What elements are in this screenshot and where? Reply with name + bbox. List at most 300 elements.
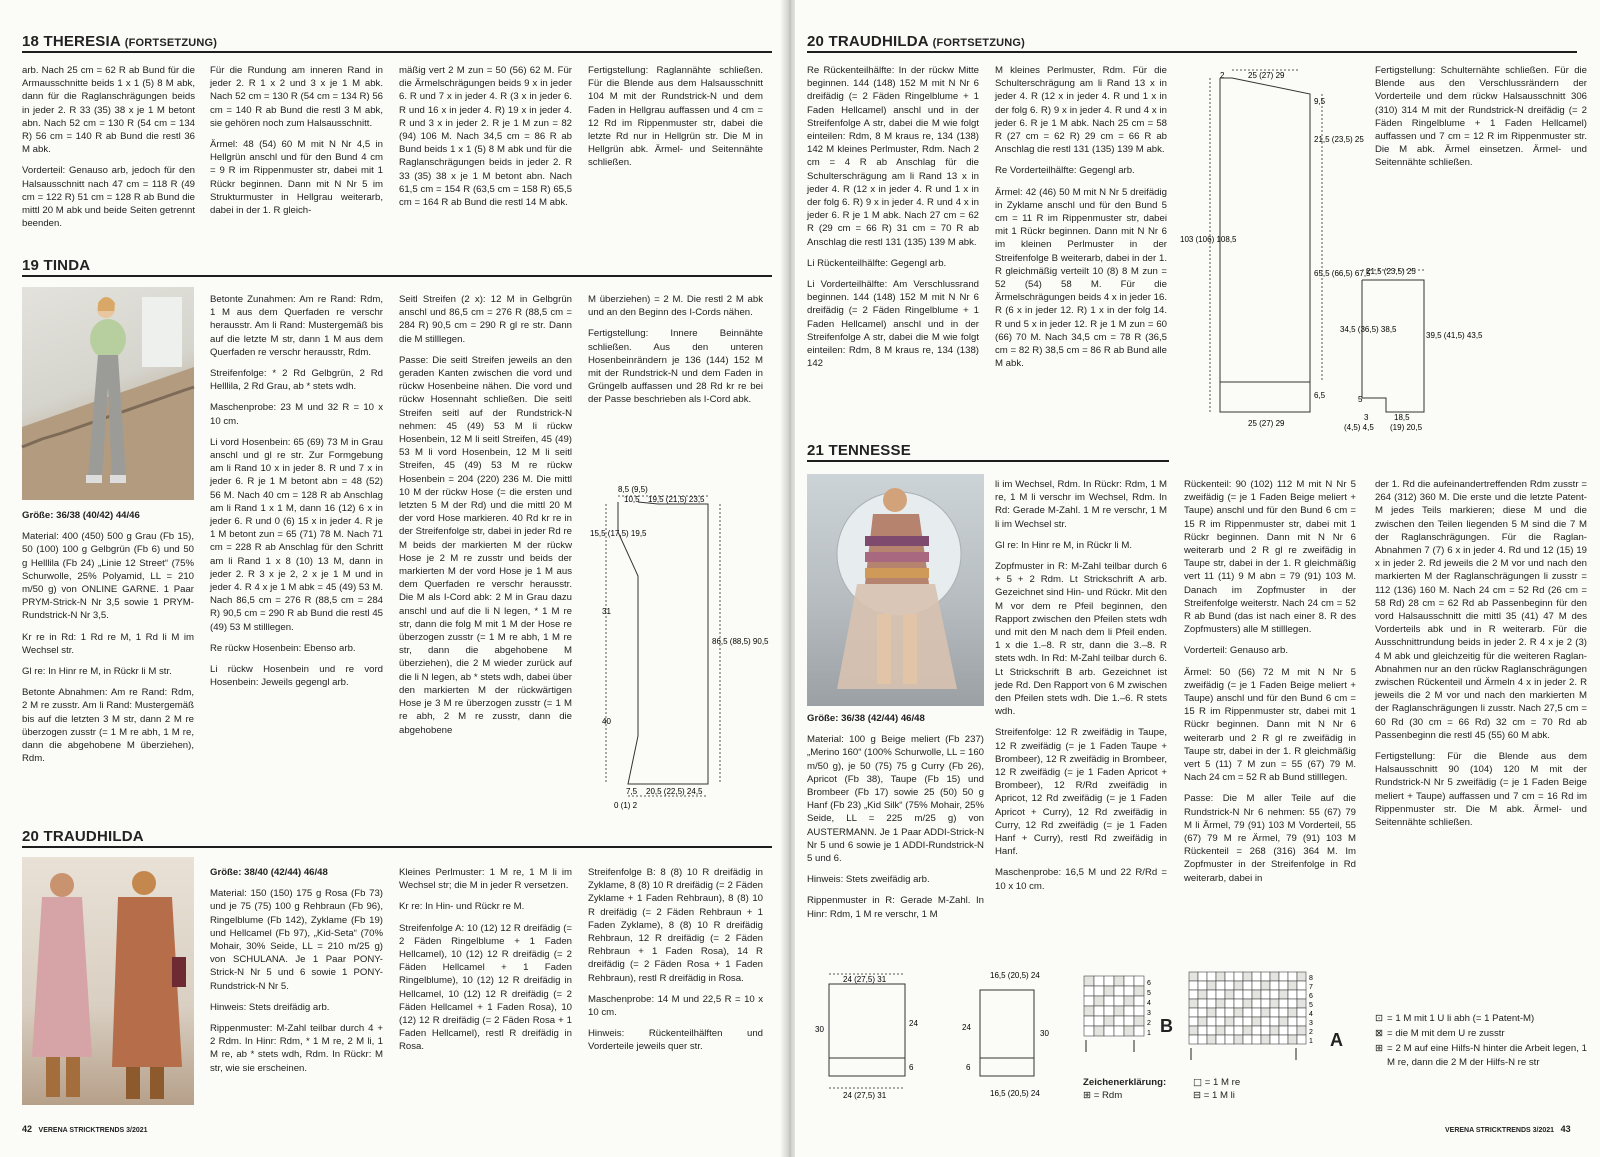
legend-text: = 1 M mit 1 U li abh (= 1 Patent-M) [1387,1013,1535,1024]
chart-cell [1134,996,1144,1006]
chart-cell [1189,999,1198,1008]
legend-row [1375,1027,1587,1040]
chart-cell [1243,981,1252,990]
chart-a-label: A [1330,1030,1343,1050]
d1-a: 2 [1220,71,1225,80]
section-20-cont-title: 20 TRAUDHILDA [807,33,929,50]
paragraph: Gl re: In Hinr re M, in Rückr li M. [995,539,1132,551]
cable-symbol-icon: ⊞ [1375,1043,1384,1055]
section-20-title: 20 TRAUDHILDA [22,828,144,845]
chart-cell [1216,972,1225,981]
chart-cell [1297,972,1306,981]
chart-cell [1288,1035,1297,1044]
chart-cell [1234,999,1243,1008]
chart-cell [1225,999,1234,1008]
chart-cell [1297,981,1306,990]
paragraph: Li vord Hosenbein: 65 (69) 73 M in Grau anschl und gl re str. Zur Formgebung am li Rand 10 x in jeder 8. R und 7 x in jeder 6. R je 1 M betont abn = 48 (52) 56 M. Nach 40 cm = 128 R ab Anschlag am li Rand 1 x 1 M, dann 16 (12) 6 x in jeder 6. R und 0 (6) 15 x in jeder 4. R je 1 M betont zun = 65 (71) 78 M. Nach 71 cm = 228 R ab Anschlag für den Schritt am li Rand 1 x 8 (10) 13 M, dann in jeder 2. R 3 x je 2, 2 x je 1 M und in jeder 4. R 4 x je 1 M abk = 45 (49) 53 M. Nach 86,5 cm = 276 R (88,5 cm = 284 R) 90,5 cm = 290 R ab Bund die restl 45 (49) 53 M stilllegen. [210,436,383,633]
chart-cell [1198,1026,1207,1035]
s21-col-3 [1184,478,1356,893]
section-20-cont-heading [807,33,1577,53]
s20c-col-1 [807,64,979,378]
left-page [0,0,785,1157]
magazine-name: VERENA STRICKTRENDS 3/2021 [38,1127,148,1134]
paragraph: Größe: 38/40 (42/44) 46/48 [210,867,328,878]
chart-cell [1261,990,1270,999]
legend-row [1193,1089,1293,1102]
paragraph: Re Rückenteilhälfte: In der rückw Mitte beginnen. 144 (148) 152 M mit N Nr 6 dreifädig (= 2 Fäden Ringelblume + 1 Faden Hellcamel) anschl und in der Streifenfolge A str, dabei die M wie folgt einteilen: Rdm, 8 M kraus re, 134 (138) 142 M kleines Perlmuster, Rdm. Nach 2 cm = 4 R ab Anschlag für die Schulterschrägung am li Rand 13 x in jeder 4. R (12 x in jeder 4. R und 1 x in der folg 6. R) 9 x in jeder 4. R und 4 x in jeder 6. R je 1 M abk. Nach 27 cm = 62 R (29 cm = 66 R) 31 cm = 70 R ab Anschlag die restl 131 (135) 139 M abk. [807,65,979,248]
dim-right: 86,5 (88,5) 90,5 [712,637,769,646]
legend-text: = 1 M re [1204,1077,1241,1088]
d4-bot: 16,5 (20,5) 24 [990,1089,1040,1098]
legend-text: = die M mit dem U re zusstr [1387,1028,1505,1040]
edge-stitch-icon: ⊞ [1083,1090,1092,1102]
dim-left-low: 40 [602,717,611,726]
d1-e: 103 (106) 108,5 [1180,235,1237,244]
sleeve-schematic-21 [960,966,1070,1116]
chart-cell [1252,981,1261,990]
chart-cell [1270,1035,1279,1044]
d1-f: 65,5 (66,5) 67,5 [1314,269,1371,278]
s18-col-4 [588,64,763,178]
paragraph: Größe: 36/38 (40/42) 44/46 [22,510,140,521]
paragraph: Ärmel: 48 (54) 60 M mit N Nr 4,5 in Hellgrün anschl und für den Bund 4 cm = 9 R im Rippenmuster str, dabei mit 1 Rückr beginnen. Dann mit N Nr 5 im Strukturmuster in Hellgrau weiterarb, dabei in der 1. R gleich- [210,139,383,217]
chart-cell [1288,981,1297,990]
chart-cell [1297,1008,1306,1017]
legend-row [1375,1012,1587,1025]
purl-stitch-icon: ⊟ [1193,1090,1202,1102]
tennesse-photo [807,474,984,706]
chart-cell [1189,990,1198,999]
paragraph: Betonte Abnahmen: Am re Rand: Rdm, 2 M re zusstr. Am li Rand: Mustergemäß bis auf die letzten 3 M str, dann 2 M re überzogen zusstr (= 1 M re abh, 1 M re, dann die abgehobene M überziehen), Rdm. [22,687,194,765]
d3-left: 30 [815,1025,824,1034]
chart-cell [1270,990,1279,999]
section-20-heading [22,828,772,848]
chart-cell [1114,986,1124,996]
body-schematic [807,966,927,1104]
chart-cell [1084,1016,1094,1026]
paragraph: M kleines Perlmuster, Rdm. Für die Schulterschrägung am li Rand 13 x in jeder 4. R (12 x in jeder 4. R und 1 x in der folg 6. R) 9 x in jeder 4. R und 4 x in jeder 6. R je 1 M abk. Nach 25 cm = 58 R (27 cm = 62 R) 29 cm = 66 R ab Anschlag die restl 131 (135) 139 M abk. [995,65,1167,156]
chart-row-number: 2 [1147,1020,1151,1027]
chart-cell [1114,1006,1124,1016]
chart-cell [1252,990,1261,999]
symbol-legend-2 [1193,1076,1293,1102]
knit-chart-a [1177,970,1327,1070]
chart-cell [1189,1026,1198,1035]
chart-cell [1198,999,1207,1008]
paragraph: Maschenprobe: 16,5 M und 22 R/Rd = 10 x 10 cm. [995,867,1167,892]
d2-b: 34,5 (36,5) 38,5 [1340,325,1397,334]
paragraph: Material: 100 g Beige meliert (Fb 237) „Merino 160“ (100% Schurwolle, LL = 160 m/50 g), je 50 (75) 75 g Curry (Fb 26), Apricot (Fb 38), Taupe (Fb 15) und Brombeer (Fb 17) sowie 25 (50) 50 g Hanf (Fb 23) „Kid Silk“ (75% Mohair, 25% Seide, LL = 225 m/25 g) von AUSTERMANN. Je 1 Paar ADDI-Strick-N Nr 5 und 6 sowie je 1 ADDI-Rundstrick-N 5 und 6. [807,734,984,865]
chart-cell [1261,972,1270,981]
right-footer [1445,1124,1571,1134]
paragraph: Li Vorderteilhälfte: Am Verschlussrand beginnen. 144 (148) 152 M mit N Nr 6 dreifädig (= 2 Fäden Ringelblume + 1 Faden Hellcamel) anschl und in der Streifenfolge A str, dabei die M wie folgt einteilen: Rdm, 8 M kraus re, 134 (138) 142 [807,279,979,370]
section-20-cont-subtitle: (FORTSETZUNG) [932,37,1026,49]
chart-cell [1114,1016,1124,1026]
chart-cell [1288,1008,1297,1017]
chart-cell [1279,1035,1288,1044]
knit-together-symbol-icon: ⊠ [1375,1028,1384,1040]
chart-cell [1252,1008,1261,1017]
chart-cell [1261,1017,1270,1026]
chart-cell [1207,990,1216,999]
s18-col-3 [399,64,572,217]
paragraph: Fertigstellung: Für die Blende aus dem Halsausschnitt 90 (104) 120 M mit der Rundstrick-N Nr 5 zweifädig (= je 1 Faden Beige meliert + Taupe) auffassen und 7 cm = 16 Rd im Rippenmuster str. Die M abk. Ärmel- und Seitennähte schließen. [1375,751,1587,829]
chart-cell [1124,1026,1134,1036]
chart-cell [1207,999,1216,1008]
chart-row-number: 8 [1309,975,1313,982]
chart-cell [1094,1006,1104,1016]
s19-col-3 [399,293,572,745]
chart-cell [1216,1026,1225,1035]
chart-cell [1288,972,1297,981]
paragraph: Kr re in Rd: 1 Rd re M, 1 Rd li M im Wechsel str. [22,631,194,656]
section-18-heading [22,33,772,53]
chart-cell [1297,1026,1306,1035]
tennesse-photo-drawing [807,474,984,706]
paragraph: Streifenfolge A: 10 (12) 12 R dreifädig (= 2 Fäden Ringelblume + 1 Faden Hellcamel), 10 (12) 12 R dreifädig (= 2 Fäden Hellcamel + 1 Faden Ringelblume), 10 (12) 12 R dreifädig in Hellcamel, 10 (12) 12 R dreifädig (= 2 Fäden Hellcamel + 1 Faden Rosa), 10 (12) 12 R dreifädig (= 2 Fäden Rosa + 1 Faden Hellcamel), restl R dreifädig in Rosa. [399,922,572,1053]
traudhilda-photo-drawing [22,857,194,1105]
chart-cell [1207,1017,1216,1026]
chart-cell [1198,981,1207,990]
paragraph: Fertigstellung: Raglannähte schließen. Für die Blende aus dem Halsausschnitt 104 M mit der Rundstrick-N und dem Faden in Hellgrau auffassen und 4 cm = 12 Rd im Rippenmuster str, dabei die letzte Rd nur in Hellgrün str. Die M in Hellgrün abk. Ärmel- und Seitennähte schließen. [588,65,763,169]
paragraph: Material: 400 (450) 500 g Grau (Fb 15), 50 (100) 100 g Gelbgrün (Fb 6) und 50 g Helllila (Fb 24) „Linie 12 Street“ (75% Schurwolle, 25% Polyamid, LL = 210 m/50 g) von ONLINE GARNE. 1 Paar PRYM-Strick-N Nr 3,5 sowie 1 PRYM-Rundstrick-N Nr 3,5. [22,531,194,622]
right-page [795,0,1600,1157]
chart-cell [1225,972,1234,981]
paragraph: mäßig vert 2 M zun = 50 (56) 62 M. Für die Ärmelschrägungen beids 9 x in jeder 6. R und 7 x in jeder 4. R (3 x in jeder 6. R und 16 x in jeder 4. R) 19 x in jeder 4. R und 3 x in jeder 2. R je 1 M zun = 82 (94) 106 M. Nach 34,5 cm = 86 R ab Bund beids 1 x 1 (5) 8 M abk und für die Raglanschrägungen beids in jeder 2. R 33 (35) 38 x je 1 M betont abn. Nach 61,5 cm = 154 R (63,5 cm = 158 R) 65,5 cm = 164 R ab Bund die restl 14 M abk. [399,65,572,209]
d4-top: 16,5 (20,5) 24 [990,971,1040,980]
chart-cell [1124,996,1134,1006]
dim-top-c: 19,5 (21,5) 23,5 [648,495,705,504]
chart-row-number: 6 [1147,980,1151,987]
chart-cell [1252,1017,1261,1026]
chart-cell [1261,1008,1270,1017]
chart-cell [1124,976,1134,986]
chart-cell [1252,1026,1261,1035]
paragraph: arb. Nach 25 cm = 62 R ab Bund für die Armausschnitte beids 1 x 1 (5) 8 M abk, dann für die Raglanschrägungen beids in jeder 2. R 33 (35) 38 x je 1 M betont abn. Nach 52 cm = 130 R (54 cm = 134 R) 56 cm = 140 R ab Bund die restl 36 M abk. [22,65,195,156]
paragraph: M überziehen) = 2 M. Die restl 2 M abk und an den Beginn des I-Cords nähen. [588,294,763,319]
d4-right: 30 [1040,1029,1049,1038]
chart-cell [1104,976,1114,986]
paragraph: Re rückw Hosenbein: Ebenso arb. [210,642,356,654]
chart-cell [1216,981,1225,990]
chart-cell [1252,1035,1261,1044]
chart-cell [1243,972,1252,981]
chart-cell [1134,986,1144,996]
s21-col-1 [807,712,984,929]
chart-row-number: 2 [1309,1029,1313,1036]
d2-d: 5 [1358,395,1363,404]
sleeve-schematic [1340,262,1483,434]
section-18-title: 18 THERESIA [22,33,121,50]
chart-cell [1297,990,1306,999]
chart-cell [1198,990,1207,999]
chart-cell [1104,1006,1114,1016]
tinda-photo-drawing [22,287,194,500]
legend-title: Zeichenerklärung: [1083,1077,1167,1088]
legend-text: = 1 M li [1203,1090,1235,1102]
chart-cell [1279,972,1288,981]
chart-cell [1234,981,1243,990]
chart-cell [1261,981,1270,990]
chart-cell [1134,976,1144,986]
paragraph: Fertigstellung: Schulternähte schließen. Für die Blende aus den Verschlussrändern der Vorderteile und dem rückw Halsausschnitt 306 (310) 314 M mit der Rundstrick-N dreifädig (= 2 Fäden Ringelblume + 1 Faden Hellcamel) auffassen und 7 cm = 12 R im Rippenmuster str. Die M abk. Ärmel einsetzen. Ärmel- und Seitennähte schließen. [1375,65,1587,169]
paragraph: Streifenfolge: 12 R zweifädig in Taupe, 12 R zweifädig (= je 1 Faden Taupe + Brombeer), 12 R zweifädig in Brombeer, 12 R zweifädig (= je 1 Faden Apricot + Brombeer), 12 R/Rd zweifädig in Apricot, 12 Rd zweifädig (= je 1 Faden Apricot + Curry), 12 Rd zweifädig in Curry, 12 Rd zweifädig (= je 1 Faden Hanf + Curry), restl Rd zweifädig in Hanf. [995,727,1167,858]
chart-cell [1094,1026,1104,1036]
s20-col-3 [588,866,763,1062]
section-18-subtitle: (FORTSETZUNG) [124,37,218,49]
chart-cell [1279,1008,1288,1017]
chart-row-number: 4 [1147,1000,1151,1007]
section-19-heading [22,257,772,277]
paragraph: Kleines Perlmuster: 1 M re, 1 M li im Wechsel str; die M in jeder R versetzen. [399,867,572,892]
symbol-legend-right [1375,1012,1587,1069]
traudhilda-photo [22,857,194,1105]
chart-cell [1114,996,1124,1006]
chart-row-number: 1 [1147,1030,1151,1037]
chart-cell [1216,999,1225,1008]
chart-cell [1189,1035,1198,1044]
chart-cell [1270,1026,1279,1035]
s20-col-2 [399,866,572,1062]
chart-cell [1094,976,1104,986]
chart-row-number: 5 [1147,990,1151,997]
trouser-schematic [588,484,768,814]
paragraph: li im Wechsel, Rdm. In Rückr: Rdm, 1 M re, 1 M li verschr im Wechsel, Rdm. In Rd: Gerade M-Zahl. 1 M re verschr, 1 M li im Wechsel str. [995,479,1167,530]
chart-cell [1094,986,1104,996]
s19-col-1 [22,509,194,773]
symbol-legend [1083,1076,1183,1102]
chart-cell [1288,1026,1297,1035]
chart-cell [1084,1006,1094,1016]
dim-bot-b: 20,5 (22,5) 24,5 [646,787,703,796]
chart-cell [1243,1008,1252,1017]
chart-cell [1207,1035,1216,1044]
d3-small: 6 [909,1063,914,1072]
knit-stitch-icon: □ [1193,1077,1203,1088]
section-21-heading [807,442,1169,462]
chart-row-number: 3 [1147,1010,1151,1017]
chart-cell [1261,1035,1270,1044]
magazine-name: VERENA STRICKTRENDS 3/2021 [1445,1127,1555,1134]
chart-cell [1225,1008,1234,1017]
chart-cell [1216,990,1225,999]
chart-cell [1270,999,1279,1008]
chart-cell [1288,990,1297,999]
chart-cell [1189,981,1198,990]
s19-col-4 [588,293,763,415]
paragraph: Rippenmuster: M-Zahl teilbar durch 4 + 2 Rdm. In Hinr: Rdm, * 1 M re, 2 M li, 1 M re, ab * stets wdh, Rdm. In Rückr: M str, wie sie erscheinen. [210,1023,383,1074]
d1-g: 6,5 [1314,391,1326,400]
d2-c: 39,5 (41,5) 43,5 [1426,331,1483,340]
d1-c: 9,5 [1314,97,1326,106]
chart-cell [1288,999,1297,1008]
d1-h: 25 (27) 29 [1248,419,1285,428]
chart-cell [1104,1016,1114,1026]
paragraph: Li Rückenteilhälfte: Gegengl arb. [807,257,947,269]
legend-row [1083,1089,1183,1102]
chart-cell [1261,999,1270,1008]
chart-row-number: 3 [1309,1020,1313,1027]
section-21-title: 21 TENNESSE [807,442,911,459]
chart-cell [1207,1026,1216,1035]
chart-cell [1225,1017,1234,1026]
chart-cell [1279,1017,1288,1026]
chart-cell [1216,1008,1225,1017]
chart-cell [1234,1035,1243,1044]
chart-cell [1225,1035,1234,1044]
s21-col-2 [995,478,1167,901]
d2-f: 18,5 [1394,413,1410,422]
chart-cell [1279,981,1288,990]
s21-col-4 [1375,478,1587,837]
paragraph: Streifenfolge: * 2 Rd Gelbgrün, 2 Rd Helllila, 2 Rd Grau, ab * stets wdh. [210,368,383,393]
chart-cell [1288,1017,1297,1026]
dim-top-b: 10,5 [624,495,640,504]
chart-cell [1279,999,1288,1008]
paragraph: Seitl Streifen (2 x): 12 M in Gelbgrün anschl und 86,5 cm = 276 R (88,5 cm = 284 R) 90,5 cm = 290 R gl re str. Dann die M stilllegen. [399,294,572,345]
paragraph: Für die Rundung am inneren Rand in jeder 2. R 1 x 2 und 3 x je 1 M abk. Nach 52 cm = 130 R (54 cm = 134 R) 56 cm = 140 R ab Bund die restl 3 M abk, sie gehören noch zum Halsausschnitt. [210,65,383,129]
chart-cell [1234,1017,1243,1026]
knit-chart-b [1080,970,1170,1060]
paragraph: Hinweis: Stets dreifädig arb. [210,1001,330,1013]
paragraph: Hinweis: Rückenteilhälften und Vorderteile jeweils quer str. [588,1028,763,1053]
chart-row-number: 6 [1309,993,1313,1000]
section-19-title: 19 TINDA [22,257,91,274]
chart-cell [1243,1026,1252,1035]
chart-cell [1104,1026,1114,1036]
chart-cell [1124,1016,1134,1026]
chart-cell [1094,1016,1104,1026]
s18-col-1 [22,64,195,238]
paragraph: Vorderteil: Genauso arb, jedoch für den Halsausschnitt nach 47 cm = 118 R (49 cm = 122 R) 51 cm = 128 R ab Bund die mittl 20 M abk und beide Seiten getrennt beenden. [22,165,195,230]
tinda-photo [22,287,194,500]
chart-cell [1189,1008,1198,1017]
paragraph: der 1. Rd die aufeinandertreffenden Rdm zusstr = 264 (312) 360 M. Die erste und die letzte Patent-M jedes Teils markieren; diese M und die zwischen den Teilen liegenden 5 M sind die 7 M der Raglanschrägungen. Für die Raglan-Abnahmen 7 (7) 6 x in jeder 4. Rd und 12 (15) 19 x in jeder 2. Rd jeweils die 2 M vor und nach den markierten M der Raglanschrägungen li zusstr = 112 (136) 160 M. Nach 24 cm = 52 Rd (26 cm = 58 Rd) 28 cm = 62 Rd ab Passenbeginn für den vord Halsausschnitt die mittl 35 (41) 47 M des Vorderteils abk und in R weiterarb. Für die Ausschnittrundung beids in jeder 2. R 4 x je 2 (3) 4 M abk und gleichzeitig für die weiteren Raglan-Abnahmen nur an den rückw Raglanschrägungen zwischen Rückenteil und Ärmeln 4 x in jeder 2. R jeweils die 2 M vor und nach den markierten M der Raglanschrägungen li zusstr. Nach 27,5 cm = 60 Rd (30 cm = 66 Rd) 32 cm = 70 Rd ab Passenbeginn die restl 45 (55) 60 M abk. [1375,479,1587,741]
chart-cell [1216,1017,1225,1026]
chart-cell [1084,976,1094,986]
paragraph: Streifenfolge B: 8 (8) 10 R dreifädig in Zyklame, 8 (8) 10 R dreifädig (= 2 Fäden Zyklame + 1 Faden Rehbraun), 8 (8) 10 R dreifädig (= 2 Fäden Rehbraun + 1 Faden Zyklame), 8 (8) 10 R dreifädig Rehbraun, 12 R dreifädig (= 2 Fäden Rehbraun + 1 Faden Rosa), 14 R dreifädig (= 2 Fäden Rosa + 1 Faden Rehbraun), restl R dreifädig in Rosa. [588,867,763,984]
chart-cell [1114,976,1124,986]
chart-cell [1279,1026,1288,1035]
d2-a: 21,5 (23,5) 25 [1366,267,1416,276]
chart-row-number: 4 [1309,1011,1313,1018]
chart-cell [1225,981,1234,990]
legend-text: = Rdm [1093,1090,1123,1102]
chart-cell [1225,990,1234,999]
paragraph: Re Vorderteilhälfte: Gegengl arb. [995,165,1135,177]
chart-row-number: 7 [1309,984,1313,991]
d3-top: 24 (27,5) 31 [843,975,887,984]
chart-cell [1198,972,1207,981]
chart-cell [1189,972,1198,981]
legend-text: = 2 M auf eine Hilfs-N hinter die Arbeit legen, 1 M re, dann die 2 M der Hilfs-N re str [1387,1043,1587,1068]
d1-d: 21,5 (23,5) 25 [1314,135,1364,144]
paragraph: Vorderteil: Genauso arb. [1184,645,1288,657]
chart-cell [1104,986,1114,996]
chart-cell [1234,990,1243,999]
chart-cell [1270,1017,1279,1026]
paragraph: Gl re: In Hinr re M, in Rückr li M str. [22,666,172,678]
paragraph: Maschenprobe: 14 M und 22,5 R = 10 x 10 cm. [588,993,763,1019]
chart-cell [1207,981,1216,990]
chart-cell [1297,1035,1306,1044]
chart-cell [1252,972,1261,981]
d1-b: 25 (27) 29 [1248,71,1285,80]
chart-cell [1124,1006,1134,1016]
paragraph: Rippenmuster in R: Gerade M-Zahl. In Hinr: Rdm, 1 M re verschr, 1 M [807,895,984,920]
dim-top-a: 8,5 (9,5) [618,485,648,494]
chart-row-number: 5 [1309,1002,1313,1009]
paragraph: Fertigstellung: Innere Beinnähte schließen. Aus den unteren Hosenbeinrändern je 136 (144) 152 M mit der Rundstrick-N und dem Faden in Grüngelb auffassen und 28 Rd kr re bei der Passe beschrieben als I-Cord abk. [588,328,763,406]
paragraph: Li rückw Hosenbein und re vord Hosenbein: Jeweils gegengl arb. [210,664,383,689]
chart-cell [1084,986,1094,996]
chart-cell [1243,1035,1252,1044]
chart-cell [1297,1017,1306,1026]
paragraph: Ärmel: 50 (56) 72 M mit N Nr 5 zweifädig (= je 1 Faden Beige meliert + Taupe) anschl und für den Bund 6 cm = 15 R im Rippenmuster str, dabei mit 1 Rückr beginnen. Dann mit N Nr 6 weiterarb und 2 R gl re zweifädig in Taupe str, dabei in der 1. R gleichmäßig vert 5 (11) 7 M zun = 55 (67) 79 M. Nach 24 cm = 52 R ab Bund stilllegen. [1184,666,1356,784]
paragraph: Hinweis: Stets zweifädig arb. [807,874,930,886]
s19-col-2 [210,293,383,697]
paragraph: Maschenprobe: 23 M und 32 R = 10 x 10 cm. [210,402,383,427]
chart-cell [1094,996,1104,1006]
chart-cell [1225,1026,1234,1035]
chart-cell [1084,1026,1094,1036]
chart-cell [1243,999,1252,1008]
page-number: 43 [1560,1124,1571,1134]
chart-row-number: 1 [1309,1038,1313,1045]
chart-cell [1234,972,1243,981]
paragraph: Material: 150 (150) 175 g Rosa (Fb 73) und je 75 (75) 100 g Rehbraun (Fb 96), Ringelblume (Fb 142), Zyklame (Fb 19) und Hellcamel (Fb 97), „Kid-Seta“ (70% Mohair, 30% Seide, LL = 210 m/25 g) von SCHULANA. Je 1 Paar PONY-Strick-N Nr 5 und 6 sowie 1 PONY-Rundstrick-N Nr 5. [210,888,383,992]
chart-cell [1114,1026,1124,1036]
legend-row [1193,1076,1293,1089]
chart-cell [1297,999,1306,1008]
paragraph: Passe: Die M aller Teile auf die Rundstrick-N Nr 6 nehmen: 55 (67) 79 M li Ärmel, 79 (91) 103 M Vorderteil, 55 (67) 79 M re Ärmel, 79 (91) 103 M Rückenteil = 268 (316) 364 M. Im Zopfmuster in der Streifenfolge in Rd weiterarb, dabei in [1184,793,1356,884]
d4-small: 6 [966,1063,971,1072]
paragraph: Rückenteil: 90 (102) 112 M mit N Nr 5 zweifädig (= je 1 Faden Beige meliert + Taupe) anschl und für den Bund 6 cm = 15 R im Rippenmuster str, dabei mit 1 Rückr beginnen. Dann mit N Nr 6 weiterarb und 2 R gl re zweifädig in Taupe str, dabei in der 1. R gleichmäßig vert 11 (11) 9 M abn = 79 (91) 103 M. Danach im Zopfmuster in der Streifenfolge weiterstr. Nach 24 cm = 52 R ab Bund (das ist nach einer 8. R des Zopfmusters) alle M stilllegen. [1184,479,1356,636]
legend-row [1375,1042,1587,1068]
left-footer [22,1124,148,1134]
dim-left-mid: 31 [602,607,611,616]
chart-cell [1252,999,1261,1008]
d3-right: 24 [909,1019,918,1028]
chart-cell [1243,990,1252,999]
chart-cell [1261,1026,1270,1035]
chart-cell [1134,1006,1144,1016]
chart-cell [1279,990,1288,999]
s20c-col-4 [1375,64,1587,178]
chart-cell [1234,1008,1243,1017]
chart-cell [1216,1035,1225,1044]
chart-b-label: B [1160,1016,1173,1036]
paragraph: Größe: 36/38 (42/44) 46/48 [807,713,925,724]
chart-cell [1134,1016,1144,1026]
d2-e: 3 [1364,413,1369,422]
chart-cell [1134,1026,1144,1036]
chart-cell [1207,1008,1216,1017]
paragraph: Passe: Die seitl Streifen jeweils an den geraden Kanten zwischen die vord und rückw Hosenbeine nähen. Die vord und rückw Hosennaht schließen. Die seitl Streifen seitl auf der Rundstrick-N nehmen: 45 (49) 53 M li rückw Hosenbein, 12 M li seitl Streifen, 45 (49) 53 M li vord Hosenbein, 12 M li seitl Streifen, 45 (49) 53 M re rückw Hosenbein = 204 (220) 236 M. Die mittl 10 M der rückw Hose (= die ersten und letzten 5 M der Rd) und die mittl 20 M der vord Hose markieren. 40 Rd kr re in der Streifenfolge str, dabei in jeder Rd re M beids der markierten M der rückw Hose je 2 M re zusstr und beids der markierten M der vord Hose je 1 M aus dem Querfaden re verschr herausstr. Die M als I-Cord abk: 2 M in Grau dazu anschl und auf die li N legen, * 1 M re str, dann die folg M mit 1 M der Hose re überzogen zusstr (= 1 M re abh, 1 M re str, dann die abgehobene M überziehen), die 2 M wieder zurück auf die li N legen, ab * stets wdh, dabei über den markierten M der rückwärtigen Hose je 3 M re überzogen zusstr (= 1 M re abh, 2 M re zusstr, dann die abgehobene [399,354,572,736]
s20c-col-2 [995,64,1167,378]
dim-left-top: 15,5 (17,5) 19,5 [590,529,647,538]
paragraph: Zopfmuster in R: M-Zahl teilbar durch 6 + 5 + 2 Rdm. Lt Strickschrift A arb. Gezeichnet sind Hin- und Rückr. Mit den M vor dem re Pfeil beginnen, den Rapport zwischen den Pfeilen stets wdh und mit den M nach dem li Pfeil enden. 1 x die 1.–8. R str, dann die 3.–8. R stets wdh. In Rd: M-Zahl teilbar durch 6. Lt Strickschrift B arb. Gezeichnet ist jede Rd. Den Rapport von 6 M zwischen den Pfeilen stets wdh. Die 1.–6. R stets wdh. [995,561,1167,718]
d3-bot: 24 (27,5) 31 [843,1091,887,1100]
chart-cell [1270,981,1279,990]
d4-left: 24 [962,1023,971,1032]
chart-cell [1198,1035,1207,1044]
chart-cell [1234,1026,1243,1035]
chart-cell [1198,1008,1207,1017]
chart-cell [1189,1017,1198,1026]
dim-bot-a: 7,5 [626,787,638,796]
chart-cell [1270,972,1279,981]
